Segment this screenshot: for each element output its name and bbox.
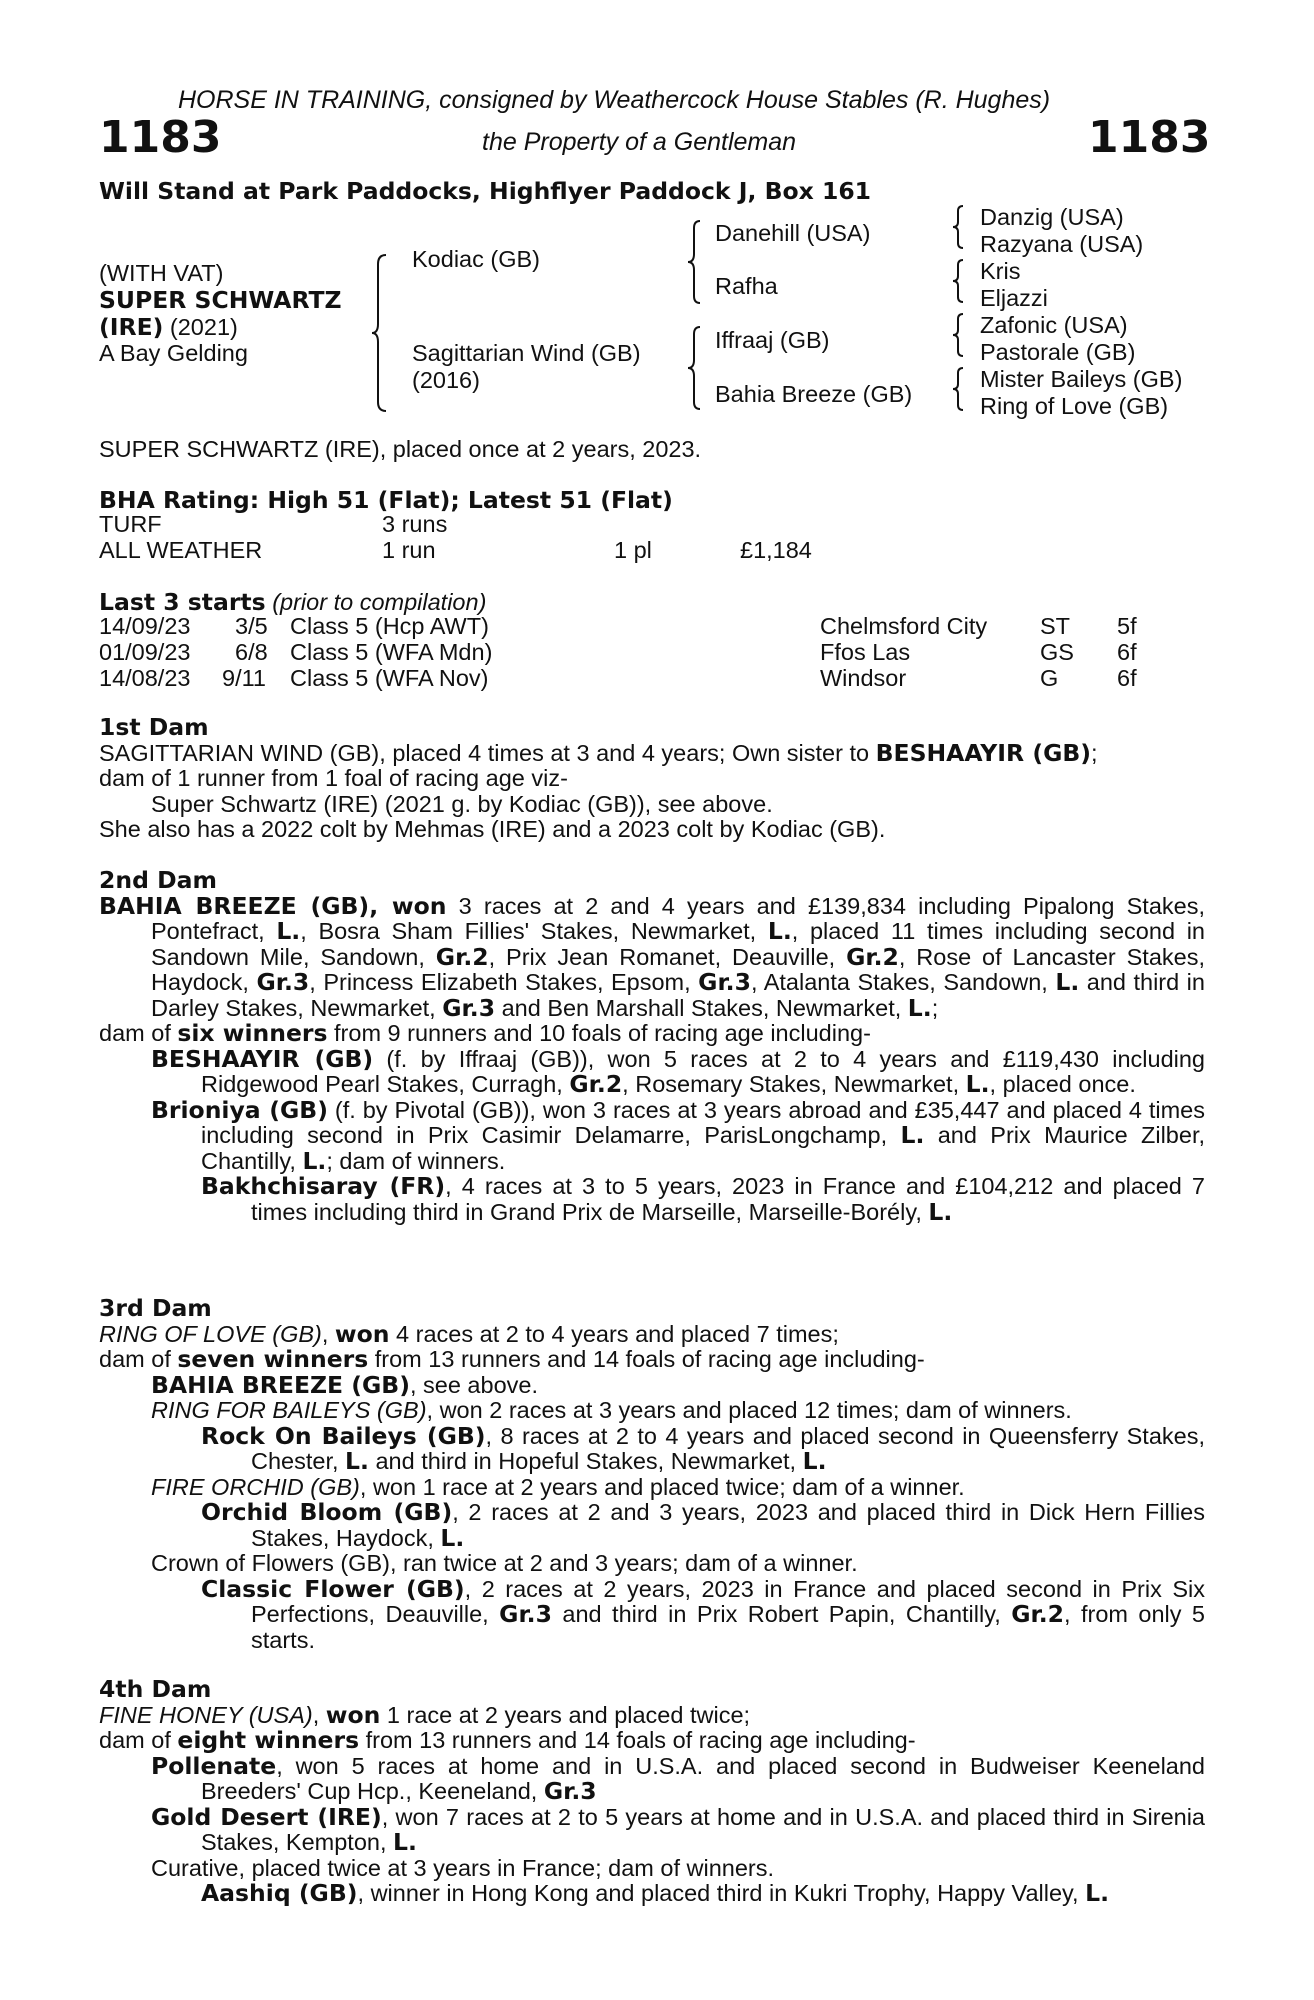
grandsire-1: Danzig (USA)	[980, 204, 1124, 230]
fourth-dam-section	[99, 1677, 1205, 1907]
vat-label: (WITH VAT)	[99, 260, 224, 286]
fourth-dam-heading: 4th Dam	[99, 1675, 212, 1703]
rating-turf-runs: 3 runs	[382, 511, 448, 537]
third-dam-heading: 3rd Dam	[99, 1294, 212, 1322]
granddam-4: Ring of Love (GB)	[980, 393, 1169, 419]
second-dam-progeny-1: BESHAAYIR (GB) (f. by Iffraaj (GB)), won 5 races at 2 to 4 years and £119,430 including Ridgewood Pearl Stakes, Curragh, Gr.2, Rosemary Stakes, Newmarket, L., placed once.	[151, 1044, 1205, 1098]
third-dam-grandchild-4a: Classic Flower (GB), 2 races at 2 years, 2023 in France and placed second in Prix Six Perfections, Deauville, Gr.3 and third in Prix Robert Papin, Chantilly, Gr.2, from only 5 starts.	[201, 1574, 1206, 1653]
start-2-dist: 6f	[1117, 639, 1137, 665]
rating-aw-runs: 1 run	[382, 537, 436, 563]
brace-g2	[953, 259, 965, 303]
rating-turf-surface: TURF	[99, 511, 162, 537]
first-dam-heading: 1st Dam	[99, 713, 209, 741]
start-2-going: GS	[1040, 639, 1074, 665]
third-dam-grandchild-3a: Orchid Bloom (GB), 2 races at 2 and 3 years, 2023 and placed third in Dick Hern Fillies Stakes, Haydock, L.	[201, 1498, 1205, 1552]
dam-year: (2016)	[412, 367, 480, 393]
start-2-race: Class 5 (WFA Mdn)	[290, 639, 493, 665]
second-dam-progeny-2: Brioniya (GB) (f. by Pivotal (GB)), won 3 races at 3 years abroad and £35,447 and placed 4 times including second in Prix Casimir Delamarre, ParisLongchamp, L. and Prix Maurice Zilber, Chantilly, L.; dam of winners.	[151, 1095, 1206, 1175]
start-1-date: 14/09/23	[99, 613, 191, 639]
brace-g3	[953, 313, 965, 357]
fourth-dam-child-2: Gold Desert (IRE), won 7 races at 2 to 5 years at home and in U.S.A. and placed third in Sirenia Stakes, Kempton, L.	[151, 1802, 1205, 1856]
first-dam-produce: dam of 1 runner from 1 foal of racing age viz-	[99, 765, 568, 791]
horse-description: A Bay Gelding	[99, 340, 248, 366]
summary-line: SUPER SCHWARTZ (IRE), placed once at 2 years, 2023.	[99, 436, 702, 462]
stand-location: Will Stand at Park Paddocks, Highflyer Paddock J, Box 161	[99, 177, 872, 205]
rating-aw-surface: ALL WEATHER	[99, 537, 263, 563]
start-3-dist: 6f	[1117, 665, 1137, 691]
property-line: the Property of a Gentleman	[482, 128, 797, 156]
start-1-going: ST	[1040, 613, 1071, 639]
third-dam-child-1: BAHIA BREEZE (GB), see above.	[151, 1370, 538, 1399]
second-dam-heading: 2nd Dam	[99, 866, 217, 894]
dam-name: Sagittarian Wind (GB)	[412, 340, 641, 366]
third-dam-record: RING OF LOVE (GB), won 4 races at 2 to 4 years and placed 7 times;	[99, 1319, 839, 1348]
start-1-pos: 3/5	[235, 613, 268, 639]
brace-g1	[953, 205, 965, 249]
grandsire-3: Zafonic (USA)	[980, 312, 1128, 338]
start-3-date: 14/08/23	[99, 665, 191, 691]
third-dam-child-2: RING FOR BAILEYS (GB), won 2 races at 3 years and placed 12 times; dam of winners.	[151, 1397, 1072, 1423]
second-dam-record: BAHIA BREEZE (GB), won 3 races at 2 and 4 years and £139,834 including Pipalong Stakes, Pontefract, L., Bosra Sham Fillies' Stakes, Newmarket, L., placed 11 times including second in Sandown Mile, Sandown, Gr.2, Prix Jean Romanet, Deauville, Gr.2, Rose of Lancaster Stakes, Haydock, Gr.3, Princess Elizabeth Stakes, Epsom, Gr.3, Atalanta Stakes, Sandown, L. and third in Darley Stakes, Newmarket, Gr.3 and Ben Marshall Stakes, Newmarket, L.;	[99, 891, 1206, 1022]
second-dam-progeny-2a: Bakhchisaray (FR), 4 races at 3 to 5 years, 2023 in France and £104,212 and placed 7 times including third in Grand Prix de Marseille, Marseille-Borély, L.	[201, 1172, 1205, 1226]
first-dam-foal: Super Schwartz (IRE) (2021 g. by Kodiac (GB)), see above.	[151, 790, 773, 817]
start-1-course: Chelmsford City	[820, 613, 988, 639]
starts-heading: Last 3 starts (prior to compilation)	[99, 588, 487, 616]
start-3-course: Windsor	[820, 665, 907, 691]
start-1-race: Class 5 (Hcp AWT)	[290, 613, 489, 639]
brace-sire-parents	[688, 220, 702, 304]
sire-sire: Danehill (USA)	[715, 220, 871, 246]
fourth-dam-produce: dam of eight winners from 13 runners and 14 foals of racing age including-	[99, 1726, 916, 1754]
start-3-going: G	[1040, 665, 1059, 691]
dam-sire: Iffraaj (GB)	[715, 327, 830, 353]
fourth-dam-child-3: Curative, placed twice at 3 years in France; dam of winners.	[151, 1854, 775, 1881]
granddam-1: Razyana (USA)	[980, 231, 1144, 257]
start-2-course: Ffos Las	[820, 639, 911, 665]
third-dam-produce: dam of seven winners from 13 runners and 14 foals of racing age including-	[99, 1345, 925, 1373]
second-dam-section	[99, 868, 1205, 1225]
dam-dam: Bahia Breeze (GB)	[715, 381, 913, 407]
third-dam-child-4: Crown of Flowers (GB), ran twice at 2 and 3 years; dam of a winner.	[151, 1550, 858, 1576]
grandsire-4: Mister Baileys (GB)	[980, 366, 1183, 392]
third-dam-grandchild-2a: Rock On Baileys (GB), 8 races at 2 to 4 years and placed second in Queensferry Stakes, Chester, L. and third in Hopeful Stakes, Newmarket, L.	[201, 1421, 1206, 1475]
lot-number-right: 1183	[1088, 112, 1211, 163]
first-dam-younger: She also has a 2022 colt by Mehmas (IRE) and a 2023 colt by Kodiac (GB).	[99, 816, 886, 842]
fourth-dam-record: FINE HONEY (USA), won 1 race at 2 years and placed twice;	[99, 1700, 751, 1729]
start-2-date: 01/09/23	[99, 639, 191, 665]
third-dam-child-3: FIRE ORCHID (GB), won 1 race at 2 years and placed twice; dam of a winner.	[151, 1473, 965, 1500]
brace-parents	[372, 254, 388, 412]
lot-number-left: 1183	[99, 112, 222, 163]
first-dam-section	[99, 715, 1205, 843]
horse-country-year: (IRE) (2021)	[99, 313, 238, 341]
bha-rating: BHA Rating: High 51 (Flat); Latest 51 (Flat)	[99, 486, 673, 514]
horse-name: SUPER SCHWARTZ	[99, 286, 342, 314]
consignment-line: HORSE IN TRAINING, consigned by Weathercock House Stables (R. Hughes)	[178, 86, 1051, 114]
granddam-2: Eljazzi	[980, 285, 1048, 311]
start-3-race: Class 5 (WFA Nov)	[290, 665, 489, 691]
grandsire-2: Kris	[980, 258, 1021, 284]
fourth-dam-grandchild-3a: Aashiq (GB), winner in Hong Kong and placed third in Kukri Trophy, Happy Valley, L.	[201, 1879, 1110, 1907]
rating-aw-placed: 1 pl	[614, 537, 652, 563]
first-dam-line: SAGITTARIAN WIND (GB), placed 4 times at 3 and 4 years; Own sister to BESHAAYIR (GB);	[99, 738, 1098, 767]
sire-name: Kodiac (GB)	[412, 246, 540, 272]
start-1-dist: 5f	[1117, 613, 1137, 639]
granddam-3: Pastorale (GB)	[980, 339, 1136, 365]
start-2-pos: 6/8	[235, 639, 268, 665]
brace-dam-parents	[688, 326, 702, 410]
fourth-dam-child-1: Pollenate, won 5 races at home and in U.S.A. and placed second in Budweiser Keeneland Breeders' Cup Hcp., Keeneland, Gr.3	[151, 1751, 1205, 1805]
rating-aw-prize: £1,184	[740, 537, 812, 563]
sire-dam: Rafha	[715, 273, 778, 299]
second-dam-produce: dam of six winners from 9 runners and 10 foals of racing age including-	[99, 1019, 871, 1047]
start-3-pos: 9/11	[222, 665, 266, 691]
brace-g4	[953, 367, 965, 411]
third-dam-section	[99, 1296, 1205, 1653]
